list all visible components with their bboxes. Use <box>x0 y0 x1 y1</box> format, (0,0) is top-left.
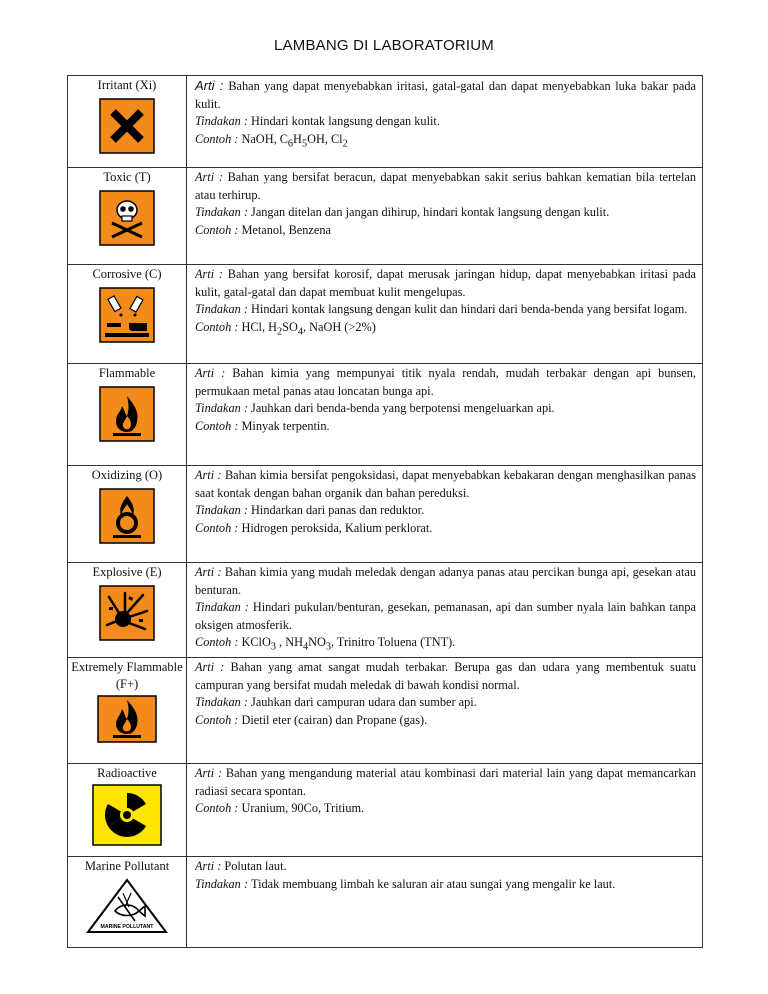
contoh-label: Contoh <box>195 418 232 433</box>
arti-label: Arti <box>195 565 215 579</box>
symbol-cell <box>68 658 187 764</box>
contoh-text: KClO$_3$ , $NH_4NO_3$, Trinitro Toluena (TNT). <box>241 635 456 653</box>
tindakan-label: Tindakan <box>195 302 241 317</box>
contoh-label: Contoh <box>195 131 232 146</box>
table-row <box>68 764 703 857</box>
tindakan-text: Hindari kontak langsung dengan kulit dan hindari dari benda-benda yang bersifat logam. <box>251 302 688 317</box>
arti-label: Arti <box>195 660 215 674</box>
tindakan-text: Hindari kontak langsung dengan kulit. <box>251 114 440 129</box>
description-cell: Arti : Bahan yang amat sangat mudah terbakar. Berupa gas dan udara yang membentuk suatu campuran yang bersifat mudah meledak di bawah kondisi normal. Tindakan : Jauhkan dari campuran udara dan sumber api. Contoh : Dietil eter (cairan) dan Propane (gas). <box>187 658 703 764</box>
contoh-label: Contoh <box>195 712 232 727</box>
tindakan-label: Tindakan <box>195 876 241 891</box>
irritant-icon <box>99 98 155 154</box>
table-row <box>68 265 703 364</box>
tindakan-text: Jauhkan dari campuran udara dan sumber api. <box>251 695 477 710</box>
contoh-text: NaOH, $C_6H_5OH$, $Cl_2$ <box>241 131 348 150</box>
flame-icon <box>99 386 155 442</box>
symbol-cell <box>68 466 187 563</box>
symbol-name: Flammable <box>98 366 156 380</box>
symbol-cell <box>68 76 187 168</box>
arti-text: Bahan kimia bersifat pengoksidasi, dapat menyebabkan kebakaran dengan menghasilkan panas saat kontak dengan bahan organik dan bahan pereduksi. <box>195 468 696 500</box>
arti-text: Bahan yang bersifat korosif, dapat merusak jaringan hidup, dapat menyebabkan iritasi pada kulit, gatal-gatal dan dapat membuat kulit mengelupas. <box>195 267 697 299</box>
oxidizing-icon <box>99 488 155 544</box>
tindakan-label: Tindakan <box>195 114 241 129</box>
contoh-label: Contoh <box>195 520 232 535</box>
description-cell: Arti : Bahan kimia yang mudah meledak dengan adanya panas atau percikan bunga api, gesekan atau benturan. Tindakan : Hindari pukulan/benturan, gesekan, pemanasan, api dan sumber nyala lain bahkan tanpa oksigen atmosferik. Contoh : KClO$_3$ , $NH_4NO_3$, Trinitro Toluena (TNT). <box>187 563 703 658</box>
symbol-name: Radioactive <box>97 766 157 780</box>
page-title: LAMBANG DI LABORATORIUM <box>274 37 494 54</box>
arti-text: Bahan yang dapat menyebabkan iritasi, gatal-gatal dan dapat menyebabkan luka bakar pada kulit. <box>195 79 696 111</box>
contoh-label: Contoh <box>195 801 232 816</box>
description-cell: Arti : Bahan yang bersifat korosif, dapat merusak jaringan hidup, dapat menyebabkan iritasi pada kulit, gatal-gatal dan dapat membuat kulit mengelupas. Tindakan : Hindari kontak langsung dengan kulit dan hindari dari benda-benda yang bersifat logam. Contoh : HCl, $H_2SO_4$, NaOH (>2%) <box>187 265 703 364</box>
table-row <box>68 466 703 563</box>
tindakan-text: Hindarkan dari panas dan reduktor. <box>251 503 425 518</box>
contoh-label: Contoh <box>195 319 232 334</box>
tindakan-text: Hindari pukulan/benturan, gesekan, pemanasan, api dan sumber nyala lain bahkan tanpa oksigen atmosferik. <box>195 600 696 632</box>
skull-crossbones-icon <box>99 190 155 246</box>
contoh-label: Contoh <box>195 635 232 650</box>
symbol-cell <box>68 764 187 857</box>
symbol-name: Oxidizing (O) <box>91 468 163 482</box>
contoh-text: Dietil eter (cairan) dan Propane (gas). <box>241 712 428 727</box>
contoh-text: Metanol, Benzena <box>241 222 331 237</box>
table-row <box>68 563 703 658</box>
corrosive-icon <box>99 287 155 343</box>
symbol-cell <box>68 265 187 364</box>
table-row <box>68 168 703 265</box>
arti-label: Arti <box>195 859 215 873</box>
table-row <box>68 76 703 168</box>
description-cell: Arti : Polutan laut. Tindakan : Tidak membuang limbah ke saluran air atau sungai yang mengalir ke laut. <box>187 857 703 948</box>
description-cell: Arti : Bahan kimia bersifat pengoksidasi, dapat menyebabkan kebakaran dengan menghasilkan panas saat kontak dengan bahan organik dan bahan pereduksi. Tindakan : Hindarkan dari panas dan reduktor. Contoh : Hidrogen peroksida, Kalium perklorat. <box>187 466 703 563</box>
arti-text: Polutan laut. <box>224 859 287 873</box>
contoh-label: Contoh <box>195 222 232 237</box>
symbol-name: Irritant (Xi) <box>97 78 157 92</box>
marine-pollutant-icon <box>85 877 169 935</box>
arti-label: Arti <box>195 366 215 380</box>
symbol-cell <box>68 364 187 466</box>
tindakan-label: Tindakan <box>195 503 241 518</box>
tindakan-text: Tidak membuang limbah ke saluran air atau sungai yang mengalir ke laut. <box>251 876 616 891</box>
symbol-name: Toxic (T) <box>103 170 151 184</box>
arti-label: Arti <box>195 766 215 780</box>
tindakan-text: Jauhkan dari benda-benda yang berpotensi mengeluarkan api. <box>251 401 555 416</box>
tindakan-label: Tindakan <box>195 401 241 416</box>
contoh-text: Hidrogen peroksida, Kalium perklorat. <box>241 520 433 535</box>
explosion-icon <box>99 585 155 641</box>
symbol-name: Marine Pollutant <box>84 859 170 873</box>
table-row <box>68 658 703 764</box>
tindakan-label: Tindakan <box>195 695 241 710</box>
symbol-name: Extremely Flammable (F+) <box>71 660 183 691</box>
description-cell: Arti : Bahan kimia yang mempunyai titik nyala rendah, mudah terbakar dengan api bunsen, permukaan metal panas atau loncatan bunga api. Tindakan : Jauhkan dari benda-benda yang berpotensi mengeluarkan api. Contoh : Minyak terpentin. <box>187 364 703 466</box>
tindakan-label: Tindakan <box>195 600 241 615</box>
table-row <box>68 364 703 466</box>
arti-text: Bahan yang bersifat beracun, dapat menyebabkan sakit serius bahkan kematian bila tertelan atau terhirup. <box>195 170 696 202</box>
arti-text: Bahan kimia yang mudah meledak dengan adanya panas atau percikan bunga api, gesekan atau benturan. <box>195 565 697 597</box>
arti-text: Bahan yang amat sangat mudah terbakar. Berupa gas dan udara yang membentuk suatu campuran yang bersifat mudah meledak di bawah kondisi normal. <box>195 660 696 692</box>
symbol-cell <box>68 857 187 948</box>
tindakan-text: Jangan ditelan dan jangan dihirup, hindari kontak langsung dengan kulit. <box>251 205 610 220</box>
arti-text: Bahan kimia yang mempunyai titik nyala rendah, mudah terbakar dengan api bunsen, permukaan metal panas atau loncatan bunga api. <box>195 366 697 398</box>
description-cell: Arti : Bahan yang mengandung material atau kombinasi dari material lain yang dapat memancarkan radiasi secara spontan. Contoh : Uranium, 90Co, Tritium. <box>187 764 703 857</box>
arti-text: Bahan yang mengandung material atau kombinasi dari material lain yang dapat memancarkan radiasi secara spontan. <box>195 766 696 798</box>
hazard-symbol-table <box>67 75 703 948</box>
symbol-name: Corrosive (C) <box>92 267 162 281</box>
contoh-text: HCl, $H_2SO_4$, NaOH (>2%) <box>241 319 376 338</box>
flame-icon <box>97 695 157 743</box>
radiation-icon <box>92 784 162 846</box>
description-cell: Arti : Bahan yang bersifat beracun, dapat menyebabkan sakit serius bahkan kematian bila tertelan atau terhirup. Tindakan : Jangan ditelan dan jangan dihirup, hindari kontak langsung dengan kulit. Contoh : Metanol, Benzena <box>187 168 703 265</box>
description-cell: Arti : Bahan yang dapat menyebabkan iritasi, gatal-gatal dan dapat menyebabkan luka bakar pada kulit. Tindakan : Hindari kontak langsung dengan kulit. Contoh : NaOH, $C_6H_5OH$, $Cl_2$ <box>187 76 703 168</box>
marine-pollutant-sign-text: MARINE POLLUTANT <box>100 924 154 930</box>
arti-label: Arti <box>195 267 215 281</box>
arti-label: Arti <box>195 170 215 184</box>
arti-label: Arti <box>195 78 215 93</box>
symbol-cell <box>68 168 187 265</box>
symbol-name: Explosive (E) <box>92 565 162 579</box>
contoh-text: Uranium, 90Co, Tritium. <box>241 801 365 816</box>
tindakan-label: Tindakan <box>195 205 241 220</box>
table-row <box>68 857 703 948</box>
contoh-text: Minyak terpentin. <box>241 418 330 433</box>
arti-label: Arti <box>195 468 215 482</box>
symbol-cell <box>68 563 187 658</box>
